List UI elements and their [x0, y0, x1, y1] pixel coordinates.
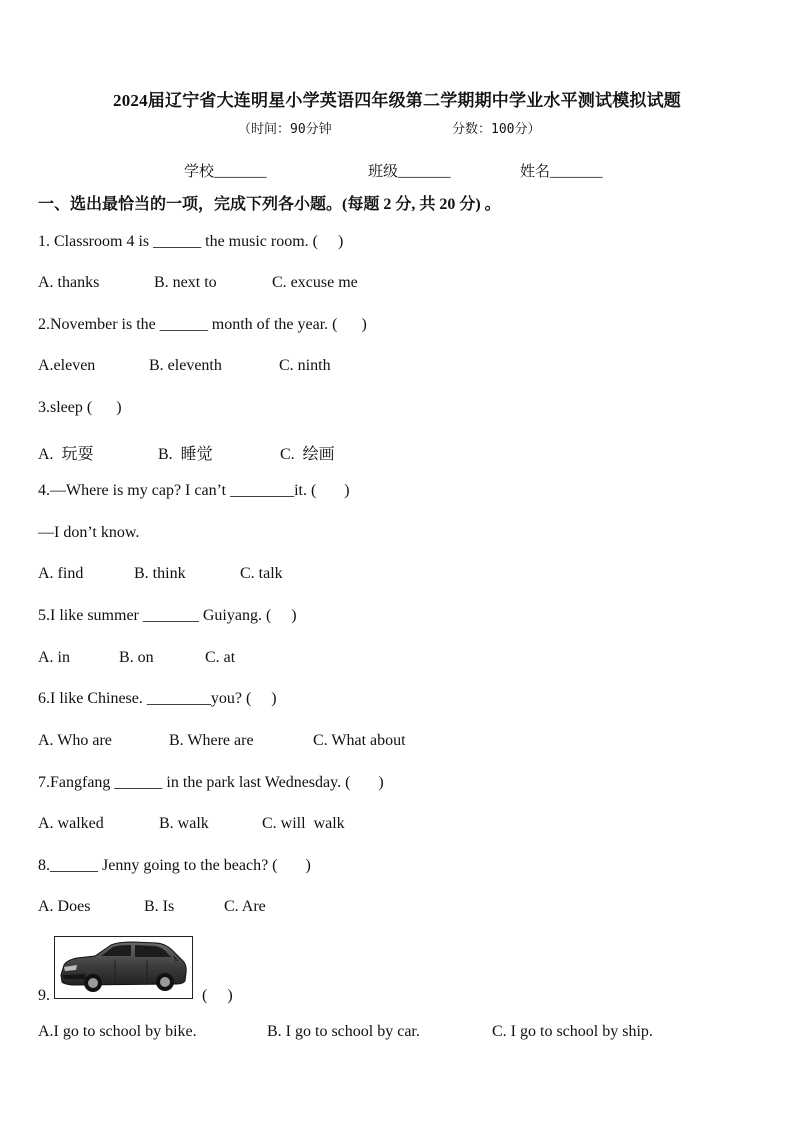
question-2-option-c[interactable]: C. ninth — [279, 357, 331, 374]
question-8-stem: 8.______ Jenny going to the beach? ( ) — [38, 857, 311, 874]
time-limit: （时间：90分钟 — [238, 122, 332, 137]
question-5-stem: 5.I like summer _______ Guiyang. ( ) — [38, 607, 297, 624]
question-4-dialogue: —I don’t know. — [38, 524, 140, 541]
question-2-option-a[interactable]: A.eleven — [38, 357, 96, 374]
question-1-option-a[interactable]: A. thanks — [38, 274, 100, 291]
page-title: 2024届辽宁省大连明星小学英语四年级第二学期期中学业水平测试模拟试题 — [113, 91, 681, 110]
question-7-option-b[interactable]: B. walk — [159, 815, 209, 832]
question-1-option-c[interactable]: C. excuse me — [272, 274, 358, 291]
name-field[interactable]: 姓名_______ — [520, 164, 603, 180]
question-8-options — [38, 898, 758, 918]
question-1-stem: 1. Classroom 4 is ______ the music room. ( ) — [38, 233, 344, 250]
question-7-stem: 7.Fangfang ______ in the park last Wednesday. ( ) — [38, 774, 384, 791]
question-8-option-b[interactable]: B. Is — [144, 898, 175, 915]
question-9-option-b[interactable]: B. I go to school by car. — [267, 1023, 420, 1040]
question-3-option-b[interactable]: B. 睡觉 — [158, 446, 213, 463]
question-4-stem: 4.—Where is my cap? I can’t ________it. ( ) — [38, 482, 350, 499]
question-4-options — [38, 565, 758, 585]
question-2-options — [38, 357, 758, 377]
question-6-option-a[interactable]: A. Who are — [38, 732, 112, 749]
car-picture — [54, 936, 193, 999]
question-5-option-c[interactable]: C. at — [205, 649, 236, 666]
question-9-answer-paren: ( ) — [202, 987, 233, 1004]
question-1-option-b[interactable]: B. next to — [154, 274, 217, 291]
section-heading: 一、选出最恰当的一项，完成下列各小题。(每题 2 分, 共 20 分) 。 — [38, 196, 501, 213]
question-4-option-b[interactable]: B. think — [134, 565, 186, 582]
question-9-number: 9. — [38, 987, 50, 1004]
question-7-options — [38, 815, 758, 835]
question-3-option-a[interactable]: A. 玩耍 — [38, 446, 94, 463]
class-field[interactable]: 班级_______ — [368, 164, 451, 180]
question-3-option-c[interactable]: C. 绘画 — [280, 446, 335, 463]
question-2-option-b[interactable]: B. eleventh — [149, 357, 222, 374]
question-7-option-c[interactable]: C. will walk — [262, 815, 345, 832]
question-4-option-c[interactable]: C. talk — [240, 565, 283, 582]
question-6-option-c[interactable]: C. What about — [313, 732, 406, 749]
question-7-option-a[interactable]: A. walked — [38, 815, 104, 832]
question-8-option-c[interactable]: C. Are — [224, 898, 266, 915]
question-5-option-a[interactable]: A. in — [38, 649, 70, 666]
question-4-option-a[interactable]: A. find — [38, 565, 84, 582]
question-6-options — [38, 732, 758, 752]
question-6-option-b[interactable]: B. Where are — [169, 732, 254, 749]
question-2-stem: 2.November is the ______ month of the year. ( ) — [38, 316, 367, 333]
car-icon — [55, 937, 191, 997]
question-5-option-b[interactable]: B. on — [119, 649, 154, 666]
question-9-option-c[interactable]: C. I go to school by ship. — [492, 1023, 653, 1040]
question-1-options — [38, 274, 758, 294]
question-3-stem: 3.sleep ( ) — [38, 399, 122, 416]
school-field[interactable]: 学校_______ — [184, 164, 267, 180]
question-9-option-a[interactable]: A.I go to school by bike. — [38, 1023, 197, 1040]
question-6-stem: 6.I like Chinese. ________you? ( ) — [38, 690, 277, 707]
question-5-options — [38, 649, 758, 669]
question-8-option-a[interactable]: A. Does — [38, 898, 91, 915]
question-3-options — [38, 441, 758, 461]
question-9-options — [38, 1023, 758, 1043]
total-score: 分数：100分） — [452, 122, 541, 137]
